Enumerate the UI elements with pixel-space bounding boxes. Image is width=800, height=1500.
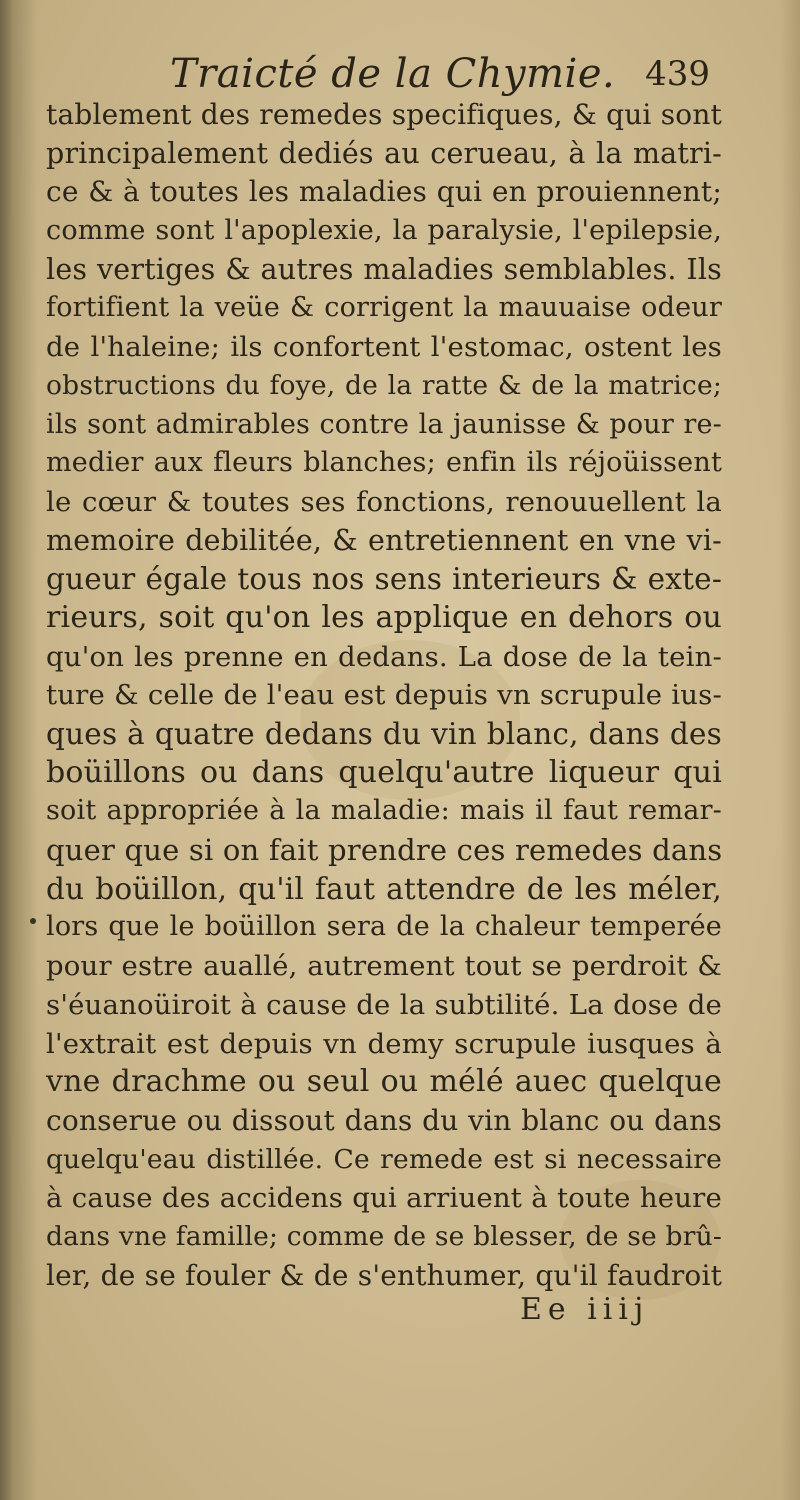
binding-gutter (0, 0, 38, 1500)
text-line: quelqu'eau distillée. Ce remede est si necessaire (46, 1143, 722, 1175)
text-line: de l'haleine; ils confortent l'estomac, ostent les (46, 331, 722, 364)
page-edge-shadow (780, 0, 800, 1500)
body-text (46, 96, 722, 1295)
text-line: medier aux fleurs blanches; enfin ils réjoüissent (46, 447, 722, 479)
text-line: conserue ou dissout dans du vin blanc ou dans (46, 1103, 722, 1137)
text-line: gueur égale tous nos sens interieurs & exte- (46, 562, 722, 597)
text-line: dans vne famille; comme de se blesser, de se brû- (46, 1220, 722, 1252)
text-line: qu'on les prenne en dedans. La dose de la tein- (46, 640, 722, 673)
text-line: lors que le boüillon sera de la chaleur temperée (46, 911, 722, 943)
margin-dot (30, 918, 36, 924)
text-line: soit appropriée à la maladie: mais il faut remar- (46, 795, 722, 827)
text-line: fortifient la veüe & corrigent la mauuaise odeur (46, 292, 722, 324)
text-line: à cause des accidens qui arriuent à toute heure (46, 1182, 722, 1215)
page-number: 439 (645, 54, 710, 94)
text-line: principalement dediés au cerueau, à la matri- (46, 136, 722, 170)
text-line: les vertiges & autres maladies semblables. Ils (46, 252, 722, 286)
text-line: ques à quatre dedans du vin blanc, dans des (46, 717, 722, 751)
text-line: vne drachme ou seul ou mélé auec quelque (46, 1064, 722, 1100)
text-line: boüillons ou dans quelqu'autre liqueur qui (46, 754, 722, 790)
text-line: s'éuanoüiroit à cause de la subtilité. La dose de (46, 988, 722, 1021)
signature-mark: Ee iiij (520, 1292, 650, 1327)
text-line: tablement des remedes specifiques, & qui sont (46, 98, 722, 131)
text-line: ce & à toutes les maladies qui en prouiennent; (46, 175, 722, 209)
text-line: memoire debilitée, & entretiennent en vne vi- (46, 523, 722, 557)
text-line: le cœur & toutes ses fonctions, renouuellent la (46, 485, 722, 518)
page-header (170, 48, 730, 100)
text-line: comme sont l'apoplexie, la paralysie, l'epilepsie, (46, 215, 722, 247)
text-line: rieurs, soit qu'on les applique en dehors ou (46, 599, 722, 635)
text-line: obstructions du foye, de la ratte & de la matrice; (46, 369, 722, 401)
text-line: pour estre auallé, autrement tout se perdroit & (46, 950, 722, 983)
text-line: ils sont admirables contre la jaunisse & pour re- (46, 408, 722, 440)
text-line: l'extrait est depuis vn demy scrupule iusques à (46, 1027, 722, 1060)
running-title: Traicté de la Chymie. (170, 51, 616, 97)
text-line: ler, de se fouler & de s'enthumer, qu'il faudroit (46, 1258, 723, 1292)
text-line: du boüillon, qu'il faut attendre de les méler, (46, 871, 722, 906)
text-line: ture & celle de l'eau est depuis vn scrupule ius- (46, 679, 722, 712)
text-line: quer que si on fait prendre ces remedes dans (46, 833, 723, 868)
